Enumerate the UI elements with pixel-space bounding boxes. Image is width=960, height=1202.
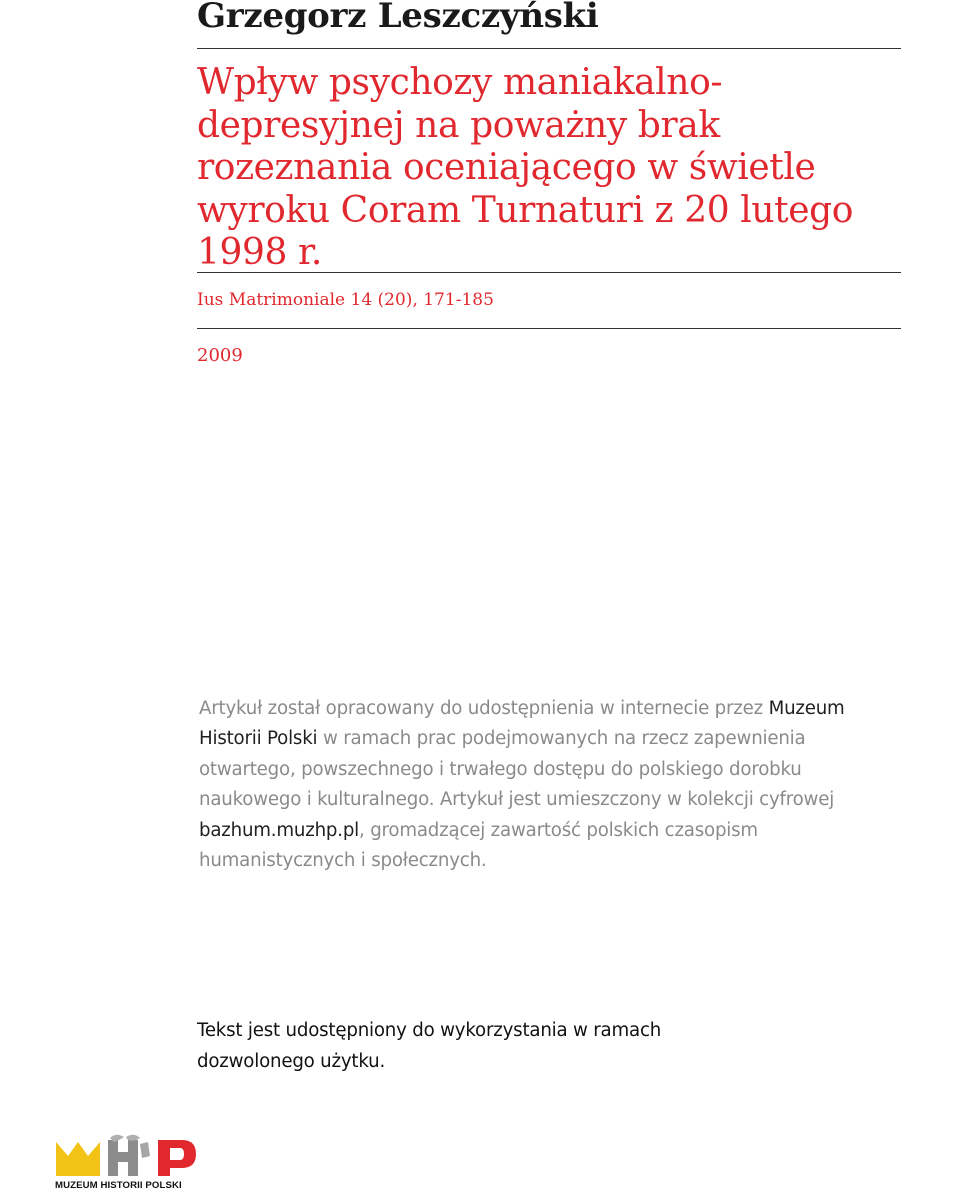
logo-caption: MUZEUM HISTORII POLSKI — [55, 1180, 182, 1191]
article-title: Wpływ psychozy maniakalno-depresyjnej na poważny brak rozeznania oceniającego w świetle wyroku Coram Turnaturi z 20 lutego 1998 r. — [197, 62, 854, 273]
license-notice: Tekst jest udostępniony do wykorzystania w ramach dozwolonego użytku. — [197, 1020, 662, 1072]
mhp-logo-icon — [54, 1134, 204, 1180]
museum-logo — [54, 1134, 204, 1194]
journal-citation: Ius Matrimoniale 14 (20), 171-185 — [197, 290, 494, 310]
digitization-notice — [199, 694, 899, 876]
divider-line — [197, 48, 901, 49]
author-name: Grzegorz Leszczyński — [197, 0, 599, 36]
museum-name: Muzeum Historii Polski — [199, 698, 845, 750]
divider-line — [197, 272, 901, 273]
notice-text: , gromadzącej zawartość polskich czasopism humanistycznych i społecznych. — [199, 819, 758, 872]
publication-year: 2009 — [197, 345, 243, 366]
collection-link[interactable]: bazhum.muzhp.pl — [199, 819, 360, 841]
divider-line — [197, 328, 901, 329]
notice-text: Artykuł został opracowany do udostępnienia w internecie przez — [199, 698, 769, 719]
notice-text: w ramach prac podejmowanych na rzecz zapewnienia otwartego, powszechnego i trwałego dostępu do polskiego dorobku naukowego i kulturalnego. Artykuł jest umieszczony w kolekcji cyfrowej — [199, 728, 835, 811]
